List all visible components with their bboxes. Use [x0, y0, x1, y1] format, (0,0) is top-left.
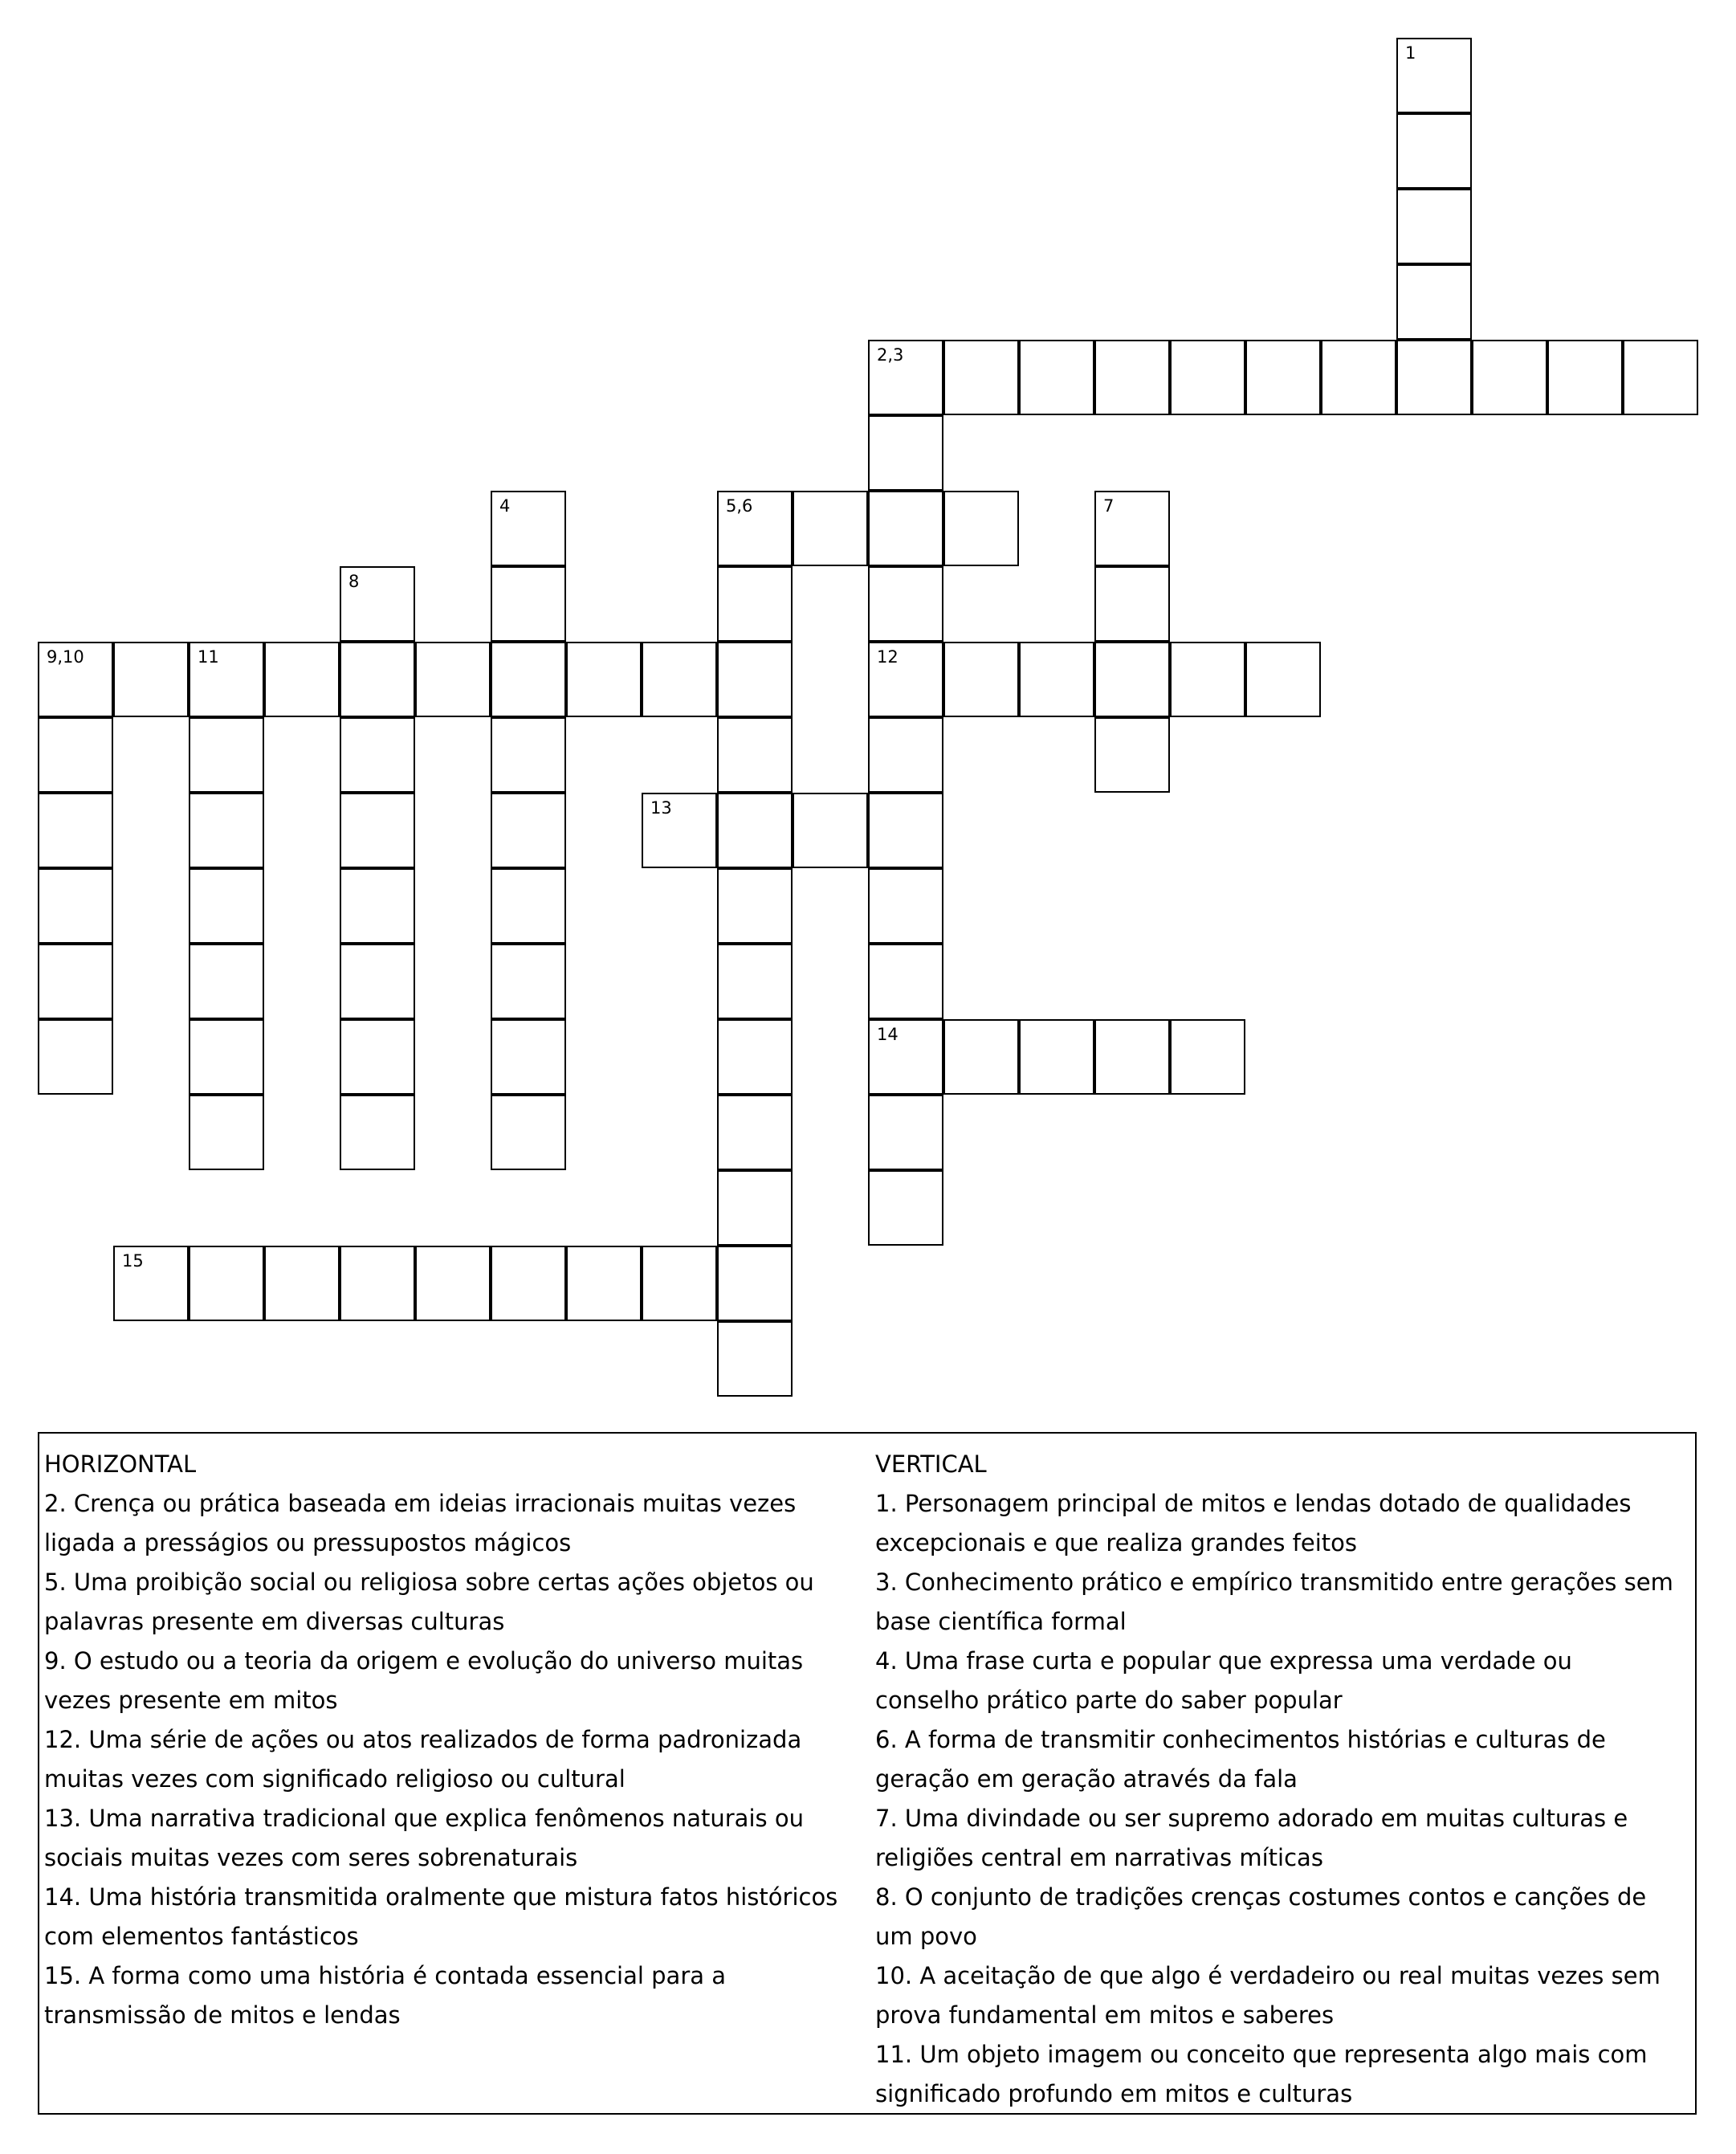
crossword-cell[interactable]	[717, 1019, 793, 1095]
crossword-cell[interactable]	[189, 642, 264, 717]
crossword-cell[interactable]	[868, 642, 943, 717]
crossword-cell[interactable]	[717, 1321, 793, 1397]
crossword-cell[interactable]	[717, 944, 793, 1019]
clue-v-7: 7. Uma divindade ou ser supremo adorado em muitas culturas e religiões central em narrativas míticas	[875, 1805, 1628, 1871]
crossword-cell[interactable]	[642, 642, 717, 717]
cell-number: 15	[122, 1251, 144, 1271]
crossword-cell[interactable]	[868, 491, 943, 566]
crossword-cell[interactable]	[340, 868, 415, 944]
crossword-cell[interactable]	[491, 1019, 566, 1095]
cell-number: 14	[877, 1025, 899, 1044]
crossword-cell[interactable]	[642, 1246, 717, 1321]
crossword-cell[interactable]	[1623, 340, 1698, 415]
crossword-cell[interactable]	[1094, 642, 1170, 717]
crossword-cell[interactable]	[491, 868, 566, 944]
crossword-cell[interactable]	[793, 491, 868, 566]
cell-number: 13	[650, 798, 672, 818]
crossword-cell[interactable]	[340, 944, 415, 1019]
crossword-cell[interactable]	[491, 1246, 566, 1321]
crossword-cell[interactable]	[189, 1019, 264, 1095]
crossword-cell[interactable]	[1094, 1019, 1170, 1095]
crossword-cell[interactable]	[491, 566, 566, 642]
crossword-cell[interactable]	[1019, 642, 1094, 717]
clue-v-6: 6. A forma de transmitir conhecimentos histórias e culturas de geração em geração através da fala	[875, 1726, 1606, 1793]
cell-number: 7	[1103, 496, 1115, 516]
crossword-cell[interactable]	[717, 566, 793, 642]
crossword-cell[interactable]	[491, 642, 566, 717]
crossword-cell[interactable]	[491, 491, 566, 566]
crossword-cell[interactable]	[868, 340, 943, 415]
horizontal-clues	[44, 1445, 851, 2035]
crossword-cell[interactable]	[38, 868, 113, 944]
cell-number: 1	[1405, 43, 1416, 63]
crossword-cell[interactable]	[1094, 566, 1170, 642]
crossword-cell[interactable]	[340, 717, 415, 793]
horizontal-heading: HORIZONTAL	[44, 1450, 197, 1478]
crossword-cell[interactable]	[1396, 38, 1472, 113]
cell-number: 9,10	[47, 647, 84, 667]
clue-v-11: 11. Um objeto imagem ou conceito que representa algo mais com significado profundo em mitos e culturas	[875, 2041, 1648, 2107]
clue-v-3: 3. Conhecimento prático e empírico transmitido entre gerações sem base científica formal	[875, 1569, 1673, 1635]
crossword-cell[interactable]	[1245, 340, 1321, 415]
crossword-cell[interactable]	[717, 1246, 793, 1321]
crossword-cell[interactable]	[340, 1095, 415, 1170]
crossword-cell[interactable]	[38, 1019, 113, 1095]
crossword-cell[interactable]	[491, 944, 566, 1019]
crossword-cell[interactable]	[1019, 1019, 1094, 1095]
clue-h-9: 9. O estudo ou a teoria da origem e evolução do universo muitas vezes presente em mitos	[44, 1647, 804, 1714]
crossword-cell[interactable]	[1547, 340, 1623, 415]
crossword-cell[interactable]	[264, 1246, 340, 1321]
crossword-cell[interactable]	[1321, 340, 1396, 415]
cell-number: 5,6	[726, 496, 753, 516]
cell-number: 8	[348, 572, 360, 591]
clue-v-4: 4. Uma frase curta e popular que expressa uma verdade ou conselho prático parte do saber popular	[875, 1647, 1572, 1714]
crossword-cell[interactable]	[1170, 1019, 1245, 1095]
clue-h-2: 2. Crença ou prática baseada em ideias irracionais muitas vezes ligada a presságios ou pressupostos mágicos	[44, 1490, 797, 1556]
crossword-cell[interactable]	[1170, 340, 1245, 415]
crossword-cell[interactable]	[1472, 340, 1547, 415]
crossword-cell[interactable]	[189, 944, 264, 1019]
crossword-cell[interactable]	[868, 717, 943, 793]
crossword-cell[interactable]	[943, 1019, 1019, 1095]
crossword-cell[interactable]	[340, 1019, 415, 1095]
crossword-cell[interactable]	[868, 793, 943, 868]
clue-v-1: 1. Personagem principal de mitos e lendas dotado de qualidades excepcionais e que realiza grandes feitos	[875, 1490, 1632, 1556]
crossword-cell[interactable]	[189, 717, 264, 793]
crossword-cell[interactable]	[566, 642, 642, 717]
crossword-cell[interactable]	[189, 868, 264, 944]
cell-number: 12	[877, 647, 899, 667]
crossword-cell[interactable]	[1019, 340, 1094, 415]
crossword-cell[interactable]	[868, 1170, 943, 1246]
crossword-cell[interactable]	[1396, 264, 1472, 340]
crossword-cell[interactable]	[717, 717, 793, 793]
crossword-cell[interactable]	[1396, 189, 1472, 264]
crossword-cell[interactable]	[1094, 340, 1170, 415]
crossword-cell[interactable]	[38, 793, 113, 868]
crossword-cell[interactable]	[868, 1019, 943, 1095]
crossword-cell[interactable]	[1245, 642, 1321, 717]
crossword-cell[interactable]	[340, 642, 415, 717]
clue-h-12: 12. Uma série de ações ou atos realizados de forma padronizada muitas vezes com significado religioso ou cultural	[44, 1726, 802, 1793]
crossword-cell[interactable]	[642, 793, 717, 868]
crossword-cell[interactable]	[868, 415, 943, 491]
crossword-cell[interactable]	[189, 1246, 264, 1321]
crossword-cell[interactable]	[1396, 113, 1472, 189]
clue-v-8: 8. O conjunto de tradições crenças costumes contos e canções de um povo	[875, 1883, 1647, 1950]
crossword-cell[interactable]	[717, 642, 793, 717]
vertical-clues	[875, 1445, 1682, 2114]
crossword-cell[interactable]	[189, 793, 264, 868]
crossword-cell[interactable]	[868, 1095, 943, 1170]
clue-h-15: 15. A forma como uma história é contada essencial para a transmissão de mitos e lendas	[44, 1962, 727, 2029]
crossword-cell[interactable]	[1170, 642, 1245, 717]
crossword-cell[interactable]	[943, 642, 1019, 717]
crossword-cell[interactable]	[415, 1246, 491, 1321]
crossword-cell[interactable]	[491, 1095, 566, 1170]
crossword-cell[interactable]	[868, 868, 943, 944]
crossword-cell[interactable]	[1396, 340, 1472, 415]
cell-number: 4	[499, 496, 511, 516]
crossword-cell[interactable]	[38, 717, 113, 793]
clue-h-13: 13. Uma narrativa tradicional que explica fenômenos naturais ou sociais muitas vezes com seres sobrenaturais	[44, 1805, 804, 1871]
crossword-cell[interactable]	[1094, 491, 1170, 566]
crossword-cell[interactable]	[340, 566, 415, 642]
crossword-cell[interactable]	[566, 1246, 642, 1321]
clue-v-10: 10. A aceitação de que algo é verdadeiro ou real muitas vezes sem prova fundamental em mitos e saberes	[875, 1962, 1661, 2029]
vertical-heading: VERTICAL	[875, 1450, 987, 1478]
crossword-cell[interactable]	[943, 340, 1019, 415]
crossword-cell[interactable]	[1094, 717, 1170, 793]
cell-number: 11	[198, 647, 219, 667]
crossword-cell[interactable]	[868, 944, 943, 1019]
clue-h-5: 5. Uma proibição social ou religiosa sobre certas ações objetos ou palavras presente em diversas culturas	[44, 1569, 814, 1635]
clues-box	[38, 1432, 1697, 2115]
clue-h-14: 14. Uma história transmitida oralmente que mistura fatos históricos com elementos fantásticos	[44, 1883, 838, 1950]
crossword-cell[interactable]	[717, 1170, 793, 1246]
crossword-cell[interactable]	[717, 793, 793, 868]
crossword-cell[interactable]	[264, 642, 340, 717]
cell-number: 2,3	[877, 345, 904, 365]
crossword-cell[interactable]	[793, 793, 868, 868]
crossword-cell[interactable]	[491, 717, 566, 793]
crossword-cell[interactable]	[340, 793, 415, 868]
crossword-cell[interactable]	[415, 642, 491, 717]
crossword-cell[interactable]	[38, 642, 113, 717]
crossword-cell[interactable]	[113, 642, 189, 717]
crossword-cell[interactable]	[38, 944, 113, 1019]
crossword-cell[interactable]	[717, 868, 793, 944]
crossword-cell[interactable]	[717, 491, 793, 566]
crossword-cell[interactable]	[340, 1246, 415, 1321]
crossword-cell[interactable]	[943, 491, 1019, 566]
crossword-cell[interactable]	[113, 1246, 189, 1321]
crossword-cell[interactable]	[717, 1095, 793, 1170]
crossword-cell[interactable]	[868, 566, 943, 642]
crossword-cell[interactable]	[491, 793, 566, 868]
crossword-cell[interactable]	[189, 1095, 264, 1170]
